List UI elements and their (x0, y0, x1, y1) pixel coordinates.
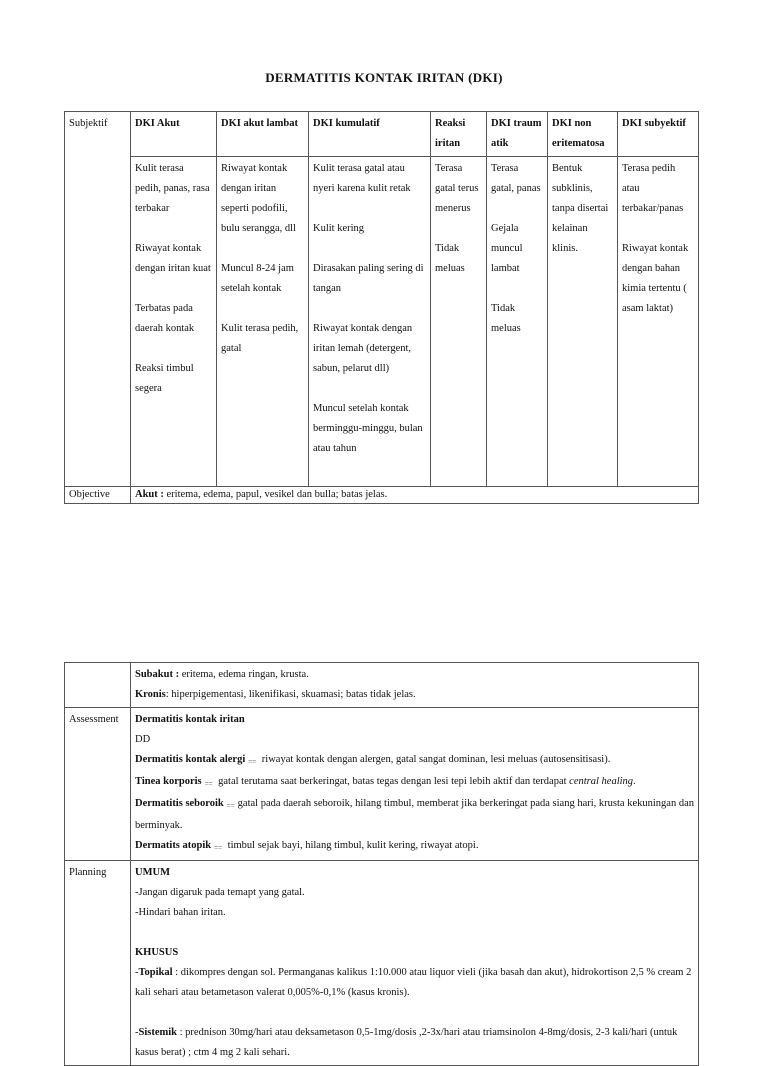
dd-label: DD (135, 734, 151, 745)
kronis-text: : hiperpigementasi, likenifikasi, skuamasi; batas tidak jelas. (165, 689, 416, 700)
header-dki-non-eritematosa: DKI non eritematosa (548, 112, 618, 157)
akut-symptom: Kulit terasa pedih, panas, rasa terbakar (135, 163, 210, 214)
cell-dki-subyektif (618, 157, 699, 487)
document-title: DERMATITIS KONTAK IRITAN (DKI) (265, 70, 503, 85)
cell-dki-non-eritematosa (548, 157, 618, 487)
subakut-text: eritema, edema ringan, krusta. (179, 669, 309, 680)
akut-history: Riwayat kontak dengan iritan kuat (135, 243, 211, 274)
reaksi-symptom: Terasa gatal terus menerus (435, 163, 479, 214)
subakut-label: Subakut : (135, 669, 180, 680)
objective-akut-label: Akut : (135, 489, 164, 500)
dd-alergi: Dermatitis kontak alergi == riwayat kontak dengan alergen, gatal sangat dominan, lesi meluas (autosensitisasi). (135, 754, 611, 766)
umum-item-2: -Hindari bahan iritan. (135, 907, 226, 918)
akut-lambat-symptom: Kulit terasa pedih, gatal (221, 323, 299, 354)
objective-label: Objective (65, 487, 131, 504)
dd-seboroik: Dermatitis seboroik == gatal pada daerah seboroik, hilang timbul, memberat jika berkeringat pada siang hari, krusta kekuningan dan berminyak. (135, 798, 694, 831)
akut-lambat-onset: Muncul 8-24 jam setelah kontak (221, 263, 294, 294)
kumulatif-onset: Muncul setelah kontak berminggu-minggu, bulan atau tahun (313, 403, 423, 454)
cell-dki-akut-lambat (217, 157, 309, 487)
cell-dki-kumulatif (309, 157, 431, 487)
dd-atopik: Dermatits atopik == timbul sejak bayi, hilang timbul, kulit kering, riwayat atopi. (135, 840, 479, 852)
akut-location: Terbatas pada daerah kontak (135, 303, 195, 334)
objective-akut (131, 487, 699, 504)
cell-dki-akut (131, 157, 217, 487)
planning-label: Planning (65, 861, 131, 1066)
umum-item-1: -Jangan digaruk pada temapt yang gatal. (135, 887, 305, 898)
objective-row (65, 487, 699, 504)
header-dki-akut: DKI Akut (131, 112, 217, 157)
kumulatif-location: Dirasakan paling sering di tangan (313, 263, 424, 294)
assessment-row (65, 708, 699, 861)
dki-table-subjective (64, 111, 699, 504)
kumulatif-symptom: Kulit terasa gatal atau nyeri karena kulit retak (313, 163, 411, 194)
header-dki-kumulatif: DKI kumulatif (309, 112, 431, 157)
topikal-item: -Topikal : dikompres dengan sol. Permanganas kalikus 1:10.000 atau liquor vieli (jika basah dan akut), hidrokortison 2,5 % cream 2 kali sehari atau betametason valerat 0,005%-0,1% (kasus kronis). (135, 967, 692, 998)
objective-akut-text: eritema, edema, papul, vesikel dan bulla; batas jelas. (163, 489, 388, 500)
subyektif-symptom: Terasa pedih atau terbakar/panas (622, 163, 684, 214)
akut-lambat-history: Riwayat kontak dengan iritan seperti podofili, bulu serangga, dll (221, 163, 296, 234)
khusus-heading: KHUSUS (135, 947, 179, 958)
cell-reaksi-iritan (431, 157, 487, 487)
objective-continued-row (65, 663, 699, 708)
reaksi-spread: Tidak meluas (435, 243, 465, 274)
dki-table-continued (64, 662, 699, 1066)
assessment-title: Dermatitis kontak iritan (135, 714, 245, 725)
kronis-label: Kronis (135, 689, 166, 700)
subjektif-label: Subjektif (65, 112, 131, 487)
kronis-line (135, 685, 694, 705)
traumatik-onset: Gejala muncul lambat (491, 223, 523, 274)
header-dki-traumatik: DKI traumatik (487, 112, 548, 157)
sistemik-item: -Sistemik : prednison 30mg/hari atau deksametason 0,5-1mg/dosis ,2-3x/hari atau triamsinolon 4-8mg/dosis, 2-3 kali/hari (untuk kasus berat) ; ctm 4 mg 2 kali sehari. (135, 1027, 678, 1058)
header-row (65, 112, 699, 157)
kumulatif-dry: Kulit kering (313, 223, 365, 234)
kumulatif-history: Riwayat kontak dengan iritan lemah (detergent, sabun, pelarut dll) (313, 323, 413, 374)
header-reaksi-iritan: Reaksi iritan (431, 112, 487, 157)
planning-row (65, 861, 699, 1066)
traumatik-spread: Tidak meluas (491, 303, 521, 334)
subjective-content-row (65, 157, 699, 487)
traumatik-symptom: Terasa gatal, panas (491, 163, 541, 194)
assessment-label: Assessment (65, 708, 131, 861)
dd-tinea: Tinea korporis == gatal terutama saat berkeringat, batas tegas dengan lesi tepi lebih aktif dan terdapat central healing. (135, 776, 636, 788)
subyektif-history: Riwayat kontak dengan bahan kimia tertentu ( asam laktat) (622, 243, 689, 314)
non-eritematosa-form: Bentuk subklinis, tanpa disertai kelainan klinis. (552, 163, 609, 254)
akut-onset: Reaksi timbul segera (135, 363, 194, 394)
header-dki-akut-lambat: DKI akut lambat (217, 112, 309, 157)
umum-heading: UMUM (135, 867, 170, 878)
cell-dki-traumatik (487, 157, 548, 487)
subakut-line (135, 665, 694, 685)
header-dki-subyektif: DKI subyektif (618, 112, 699, 157)
